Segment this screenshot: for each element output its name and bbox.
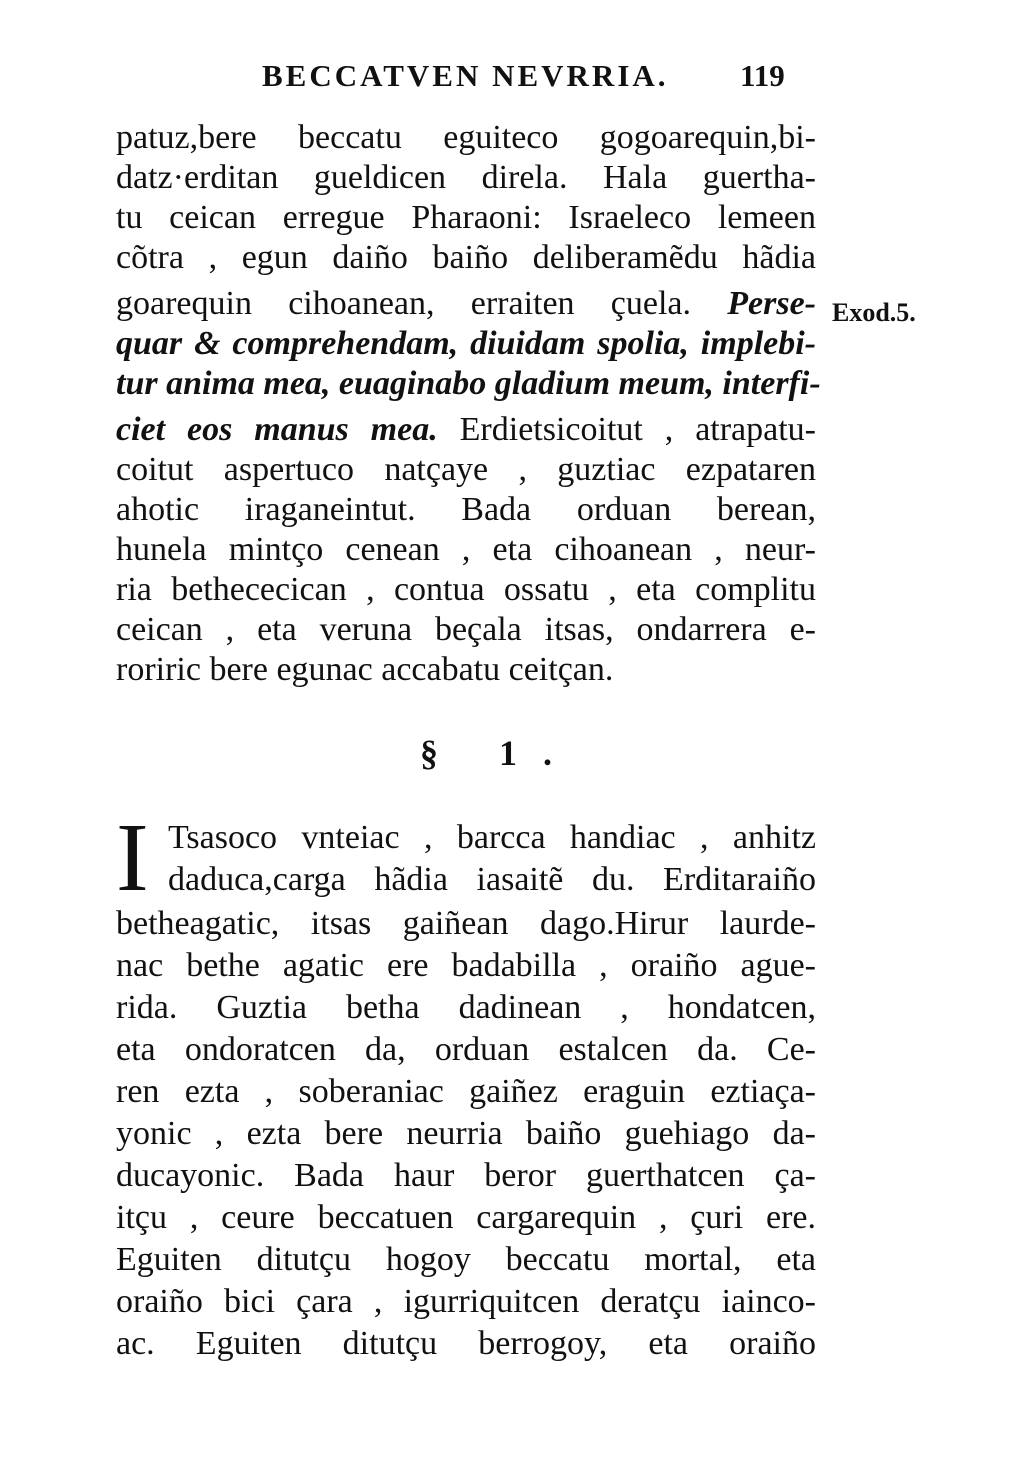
latin-quote-segment: ciet eos manus mea. [116,411,438,448]
text-line: yonic , ezta bere neurria baiño guehiago da- [116,1115,816,1152]
text-segment: goarequin cihoanean, erraiten çuela. [116,285,692,322]
text-line-mixed [116,284,816,324]
running-title: BECCATVEN NEVRRIA. [262,58,669,93]
text-line: patuz,bere beccatu eguiteco gogoarequin,bi- [116,119,816,156]
text-line: rida. Guztia betha dadinean , hondatcen, [116,989,816,1026]
latin-quote-segment: Perse- [727,285,817,322]
text-line: datz·erditan gueldicen direla. Hala guertha- [116,159,816,196]
text-line: ahotic iraganeintut. Bada orduan berean, [116,491,816,528]
text-line: ac. Eguiten ditutçu berrogoy, eta oraiño [116,1325,816,1362]
text-line: daduca,carga hãdia iasaitẽ du. Erditaraiño [168,861,816,898]
text-line: Eguiten ditutçu hogoy beccatu mortal, eta [116,1241,816,1278]
text-line: ducayonic. Bada haur beror guerthatcen ça- [116,1157,816,1194]
marginal-note: Exod.5. [832,298,916,327]
page-number: 119 [740,58,785,93]
running-header [262,52,822,98]
latin-quote-line: tur anima mea, euaginabo gladium meum, interfi- [116,365,821,402]
drop-capital: I [116,804,149,912]
text-line: cõtra , egun daiño baiño deliberamẽdu hãdia [116,239,816,276]
section-mark: § 1. [420,733,578,773]
text-line: ren ezta , soberaniac gaiñez eraguin eztiaça- [116,1073,816,1110]
latin-quote-line: quar & comprehendam, diuidam spolia, implebi- [116,325,816,362]
text-line: coitut aspertuco natçaye , guztiac ezpataren [116,451,816,488]
text-line: nac bethe agatic ere badabilla , oraiño ague- [116,947,816,984]
text-line: roriric bere egunac accabatu ceitçan. [116,651,614,688]
text-line: eta ondoratcen da, orduan estalcen da. Ce- [116,1031,816,1068]
text-line: itçu , ceure beccatuen cargarequin , çuri ere. [116,1199,816,1236]
text-line: hunela mintço cenean , eta cihoanean , neur- [116,531,816,568]
text-line: ceican , eta veruna beçala itsas, ondarrera e- [116,611,816,648]
text-line: tu ceican erregue Pharaoni: Israeleco lemeen [116,199,816,236]
text-segment: Erdietsicoitut , atrapatu- [459,411,817,448]
text-line: betheagatic, itsas gaiñean dago.Hirur laurde- [116,905,816,942]
text-line: oraiño bici çara , igurriquitcen deratçu iainco- [116,1283,816,1320]
text-line: Tsasoco vnteiac , barcca handiac , anhitz [168,819,816,856]
text-line: ria bethececican , contua ossatu , eta complitu [116,571,816,608]
text-line-mixed [116,410,816,450]
